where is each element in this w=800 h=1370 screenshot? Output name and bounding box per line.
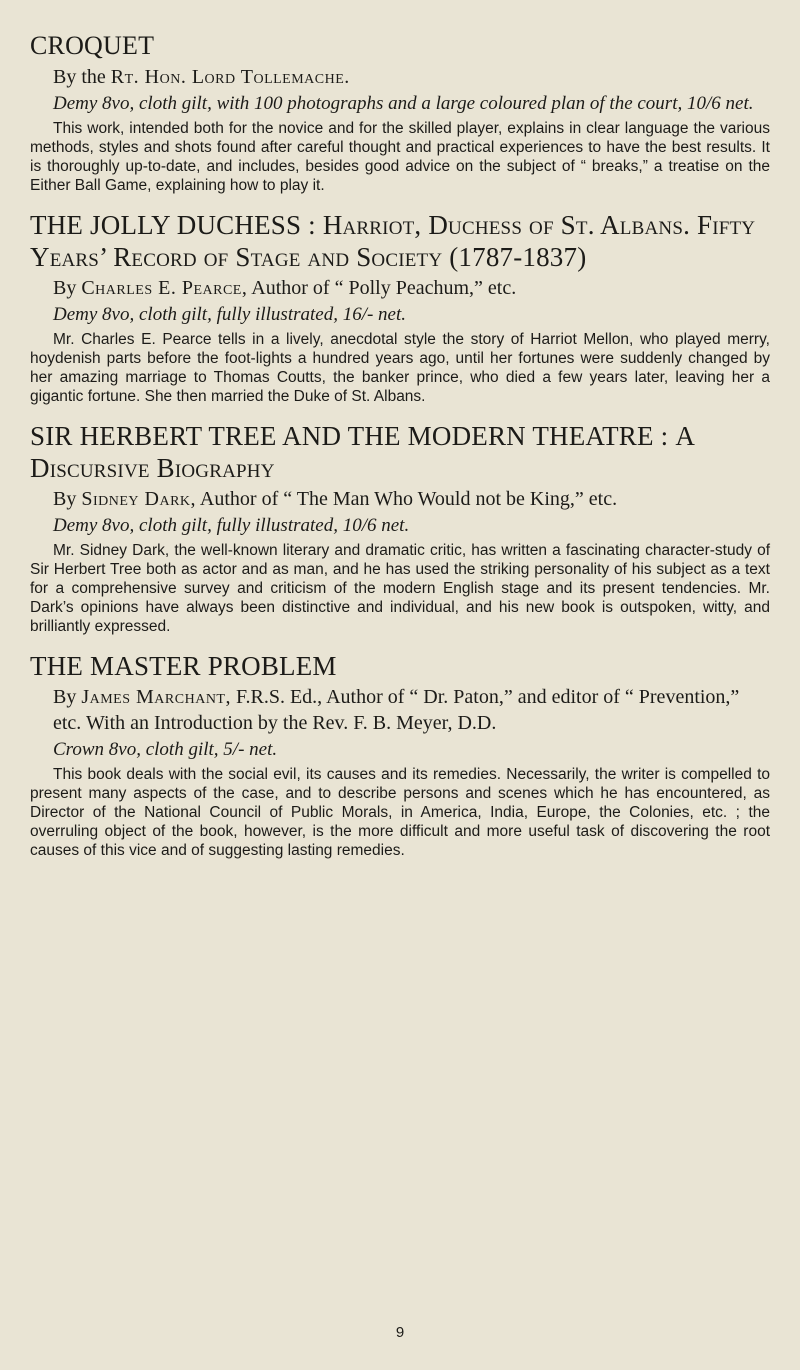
book-title bbox=[30, 30, 770, 62]
byline-prefix: By the bbox=[53, 66, 111, 88]
book-details bbox=[30, 684, 770, 762]
book-byline bbox=[53, 64, 770, 90]
page-number: 9 bbox=[395, 1324, 405, 1341]
book-title-main: CROQUET bbox=[30, 31, 155, 60]
book-description: Mr. Charles E. Pearce tells in a lively, anecdotal style the story of Harriot Mellon, who played merry, hoydenish parts before the foot-lights a hundred years ago, until her fortunes were suddenly changed by her amazing marriage to Thomas Coutts, the banker prince, who died a few years later, leaving her a gigantic fortune. She then married the Duke of St. Albans. bbox=[30, 331, 770, 405]
book-description: Mr. Sidney Dark, the well-known literary and dramatic critic, has written a fascinating character-study of Sir Herbert Tree both as actor and as man, and he has used the striking personality of his subject as a text for a comprehensive survey and criticism of the modern English stage and its present tendencies. Mr. Dark’s opinions have always been distinctive and individual, and his new book is outspoken, witty, and brilliantly expressed. bbox=[30, 542, 770, 635]
byline-prefix: By bbox=[53, 488, 82, 510]
book-details bbox=[30, 486, 770, 538]
book-entry-jolly-duchess bbox=[30, 209, 770, 406]
byline-author: Charles E. Pearce, bbox=[81, 277, 248, 299]
book-description: This work, intended both for the novice and for the skilled player, explains in clear language the various methods, styles and shots found after careful thought and practical experiences to have the best results. It is thoroughly up-to-date, and includes, besides good advice on the subject of “ breaks,” a treatise on the Either Ball Game, explaining how to play it. bbox=[30, 120, 770, 194]
book-format-price: Demy 8vo, cloth gilt, fully illustrated, 16/- net. bbox=[53, 304, 407, 325]
book-title bbox=[30, 650, 770, 682]
byline-author: James Marchant, bbox=[81, 686, 231, 708]
book-title-main: THE JOLLY DUCHESS : bbox=[30, 210, 323, 240]
book-details bbox=[30, 64, 770, 116]
byline-prefix: By bbox=[53, 686, 82, 708]
byline-suffix: Author of “ The Man Who Would not be King,” etc. bbox=[196, 488, 618, 510]
book-byline bbox=[53, 684, 770, 736]
book-byline bbox=[53, 275, 770, 301]
book-description: This book deals with the social evil, its causes and its remedies. Necessarily, the writer is compelled to present many aspects of the case, and to describe persons and scenes which he has encountered, as Director of the National Council of Public Morals, in America, India, Europe, the Colonies, etc. ; the overruling object of the book, however, is the more difficult and more useful task of discovering the root causes of this vice and of suggesting lasting remedies. bbox=[30, 766, 770, 859]
byline-suffix: F.R.S. Ed., Author of “ Dr. Paton,” and editor of “ Prevention,” etc. With an Introduction by the Rev. F. B. Meyer, D.D. bbox=[53, 686, 740, 734]
byline-prefix: By bbox=[53, 277, 82, 299]
byline-author: Sidney Dark, bbox=[81, 488, 197, 510]
book-format-price: Demy 8vo, cloth gilt, fully illustrated, 10/6 net. bbox=[53, 515, 410, 536]
book-title bbox=[30, 420, 770, 484]
book-byline bbox=[53, 486, 770, 512]
book-title-main: SIR HERBERT TREE AND THE MODERN THEATRE : bbox=[30, 421, 676, 451]
book-format-price: Demy 8vo, cloth gilt, with 100 photographs and a large coloured plan of the court, 10/6 net. bbox=[53, 93, 754, 114]
byline-author: Rt. Hon. Lord Tollemache. bbox=[110, 66, 350, 88]
book-title bbox=[30, 209, 770, 273]
book-entry-master-problem bbox=[30, 650, 770, 860]
catalogue-page bbox=[30, 30, 770, 860]
book-title-rest: Harriot, Duchess of St. Albans. Fifty Years’ Record of Stage and Society (1787-1837) bbox=[30, 210, 756, 272]
byline-suffix: Author of “ Polly Peachum,” etc. bbox=[247, 277, 517, 299]
book-title-main: THE MASTER PROBLEM bbox=[30, 651, 337, 681]
book-entry-herbert-tree bbox=[30, 420, 770, 636]
book-details bbox=[30, 275, 770, 327]
book-format-price: Crown 8vo, cloth gilt, 5/- net. bbox=[53, 739, 278, 760]
book-entry-croquet bbox=[30, 30, 770, 195]
book-title-rest: A Discursive Biography bbox=[30, 421, 694, 483]
